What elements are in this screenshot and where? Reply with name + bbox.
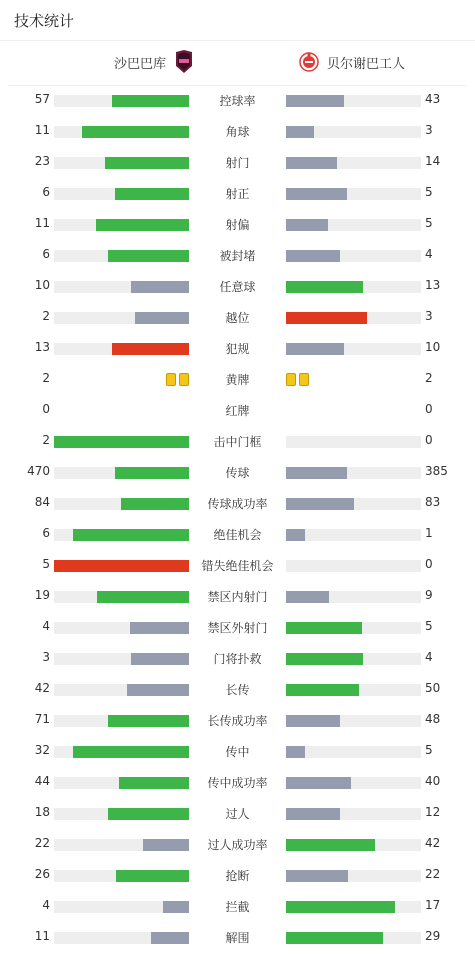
home-stat-value: 10 [34,278,50,292]
home-stat-fill [119,777,189,789]
stat-row [0,799,475,830]
away-stat-value: 42 [425,836,441,850]
home-stat-bar [54,591,189,603]
away-team-logo-icon [299,50,319,74]
away-stat-value: 3 [425,309,433,323]
home-cards [166,373,189,386]
home-stat-value: 23 [34,154,50,168]
home-stat-bar [54,839,189,851]
stat-label: 射门 [225,156,250,170]
away-stat-value: 13 [425,278,441,292]
home-stat-value: 3 [42,650,50,664]
stat-label: 门将扑救 [213,652,262,666]
away-stat-fill [286,188,347,200]
stat-row [0,303,475,334]
stat-label: 被封堵 [219,249,256,263]
stat-label: 绝佳机会 [213,528,262,542]
away-stat-value: 40 [425,774,441,788]
away-stat-fill [286,715,340,727]
away-stat-value: 29 [425,929,441,943]
away-stat-value: 5 [425,185,433,199]
home-stat-fill [115,188,189,200]
section-header [0,0,475,41]
stat-label: 犯规 [225,342,250,356]
home-stat-fill [163,901,189,913]
home-team[interactable] [114,50,194,74]
away-stat-fill [286,591,329,603]
home-stat-bar [54,653,189,665]
away-stat-bar [286,839,421,851]
home-stat-value: 19 [34,588,50,602]
away-stat-bar [286,498,421,510]
yellow-card-icon [299,373,309,386]
away-stat-fill [286,932,383,944]
stat-label: 越位 [225,311,250,325]
home-stat-fill [108,808,189,820]
home-team-name: 沙巴巴库 [114,56,167,72]
stat-label: 长传成功率 [207,714,268,728]
home-stat-fill [112,95,189,107]
home-stat-bar [54,715,189,727]
away-stat-value: 5 [425,216,433,230]
stat-label: 控球率 [219,94,256,108]
away-stat-bar [286,157,421,169]
away-stat-value: 4 [425,650,433,664]
away-stat-value: 17 [425,898,441,912]
away-stat-fill [286,653,363,665]
away-stat-bar [286,901,421,913]
away-stat-bar [286,436,421,448]
stat-row [0,272,475,303]
stat-row [0,365,475,396]
home-stat-bar [54,746,189,758]
away-stat-bar [286,188,421,200]
away-team[interactable] [299,50,405,74]
away-stat-value: 3 [425,123,433,137]
home-stat-bar [54,467,189,479]
home-stat-value: 18 [34,805,50,819]
away-stat-value: 4 [425,247,433,261]
home-stat-value: 6 [42,526,50,540]
stat-label: 传中成功率 [207,776,268,790]
stat-row [0,458,475,489]
away-stat-bar [286,95,421,107]
away-stat-value: 5 [425,619,433,633]
home-stat-value: 0 [42,402,50,416]
home-stat-bar [54,250,189,262]
home-stat-bar [54,157,189,169]
yellow-card-icon [286,373,296,386]
home-stat-bar [54,901,189,913]
home-stat-fill [108,250,189,262]
stat-row [0,520,475,551]
stat-label: 传球成功率 [207,497,268,511]
away-stat-bar [286,126,421,138]
away-stat-bar [286,653,421,665]
home-stat-value: 11 [34,929,50,943]
away-stat-value: 48 [425,712,441,726]
home-stat-value: 6 [42,247,50,261]
home-stat-bar [54,436,189,448]
home-stat-fill [130,622,189,634]
away-stat-value: 2 [425,371,433,385]
home-stat-fill [127,684,189,696]
stat-row [0,241,475,272]
stat-row [0,117,475,148]
home-stat-fill [112,343,189,355]
stat-row [0,86,475,117]
away-stat-bar [286,591,421,603]
away-stat-bar [286,250,421,262]
away-stat-bar [286,746,421,758]
stat-row [0,892,475,923]
home-stat-fill [108,715,189,727]
away-stat-bar [286,870,421,882]
away-stat-fill [286,312,367,324]
stat-row [0,613,475,644]
stat-label: 拦截 [225,900,250,914]
away-stat-bar [286,560,421,572]
away-stat-value: 43 [425,92,441,106]
stat-row [0,644,475,675]
stat-row [0,582,475,613]
home-stat-fill [54,436,189,448]
home-stat-bar [54,343,189,355]
away-team-name: 贝尔谢巴工人 [327,56,406,72]
stat-row [0,675,475,706]
stat-label: 传球 [225,466,250,480]
away-stat-value: 0 [425,433,433,447]
stat-label: 抢断 [225,869,250,883]
home-stat-fill [131,653,189,665]
away-stat-fill [286,467,347,479]
stat-label: 射正 [225,187,250,201]
stat-row [0,179,475,210]
stat-label: 角球 [225,125,250,139]
home-stat-bar [54,95,189,107]
away-stat-fill [286,529,305,541]
away-stat-bar [286,343,421,355]
away-stat-fill [286,281,363,293]
home-stat-fill [116,870,189,882]
stat-label: 过人 [225,807,250,821]
home-stat-bar [54,219,189,231]
away-stat-fill [286,777,351,789]
home-stat-value: 11 [34,123,50,137]
stat-label: 黄牌 [225,373,250,387]
stat-row [0,737,475,768]
away-stat-value: 50 [425,681,441,695]
away-stat-fill [286,746,305,758]
home-stat-fill [143,839,189,851]
home-stat-value: 42 [34,681,50,695]
stat-row [0,396,475,427]
home-stat-bar [54,312,189,324]
home-stat-bar [54,932,189,944]
away-stat-bar [286,312,421,324]
home-stat-fill [96,219,189,231]
home-stat-value: 57 [34,92,50,106]
stat-row [0,489,475,520]
home-stat-bar [54,808,189,820]
stat-label: 射偏 [225,218,250,232]
yellow-card-icon [179,373,189,386]
stat-label: 传中 [225,745,250,759]
home-stat-value: 5 [42,557,50,571]
away-stat-fill [286,684,359,696]
stat-label: 过人成功率 [207,838,268,852]
yellow-card-icon [166,373,176,386]
away-stat-bar [286,932,421,944]
away-stat-bar [286,281,421,293]
stat-row [0,148,475,179]
away-stat-value: 12 [425,805,441,819]
away-stat-value: 14 [425,154,441,168]
away-stat-fill [286,157,337,169]
home-stat-value: 6 [42,185,50,199]
away-stat-value: 1 [425,526,433,540]
away-stat-bar [286,529,421,541]
home-stat-fill [82,126,189,138]
stats-list [0,86,475,954]
stat-label: 任意球 [219,280,256,294]
home-stat-value: 22 [34,836,50,850]
away-stat-bar [286,219,421,231]
away-stat-bar [286,467,421,479]
stat-row [0,427,475,458]
away-stat-fill [286,250,340,262]
home-stat-value: 470 [27,464,50,478]
home-stat-fill [115,467,189,479]
section-title: 技术统计 [14,12,75,30]
stat-row [0,551,475,582]
away-stat-value: 5 [425,743,433,757]
home-stat-bar [54,498,189,510]
stat-row [0,334,475,365]
away-stat-bar [286,777,421,789]
stat-label: 错失绝佳机会 [201,559,274,573]
home-stat-bar [54,188,189,200]
stat-label: 红牌 [225,404,250,418]
stat-label: 禁区外射门 [207,621,268,635]
home-stat-fill [54,560,189,572]
home-stat-value: 2 [42,433,50,447]
away-stat-bar [286,715,421,727]
away-stat-bar [286,684,421,696]
home-stat-value: 4 [42,898,50,912]
home-stat-fill [105,157,189,169]
stat-row [0,830,475,861]
stat-label: 击中门框 [213,435,262,449]
home-stat-value: 84 [34,495,50,509]
home-stat-value: 44 [34,774,50,788]
stat-label: 长传 [225,683,250,697]
away-cards [286,373,309,386]
away-stat-bar [286,808,421,820]
away-stat-fill [286,622,362,634]
home-stat-bar [54,622,189,634]
stat-row [0,706,475,737]
teams-header [8,41,467,86]
away-stat-value: 0 [425,557,433,571]
home-stat-fill [121,498,189,510]
away-stat-fill [286,95,344,107]
home-stat-bar [54,870,189,882]
away-stat-bar [286,622,421,634]
away-stat-value: 9 [425,588,433,602]
away-stat-fill [286,343,344,355]
home-stat-fill [131,281,189,293]
home-stat-bar [54,529,189,541]
home-stat-value: 32 [34,743,50,757]
away-stat-fill [286,126,314,138]
home-stat-bar [54,684,189,696]
home-stat-bar [54,281,189,293]
home-stat-fill [135,312,189,324]
stat-row [0,861,475,892]
away-stat-value: 10 [425,340,441,354]
away-stat-fill [286,808,340,820]
away-stat-fill [286,839,375,851]
stat-label: 解围 [225,931,250,945]
home-stat-value: 13 [34,340,50,354]
stat-label: 禁区内射门 [207,590,268,604]
home-stat-value: 11 [34,216,50,230]
home-team-logo-icon [174,50,194,74]
home-stat-fill [73,746,189,758]
away-stat-fill [286,901,395,913]
away-stat-fill [286,219,328,231]
stat-row [0,210,475,241]
home-stat-value: 26 [34,867,50,881]
away-stat-value: 0 [425,402,433,416]
home-stat-bar [54,560,189,572]
stat-row [0,768,475,799]
away-stat-fill [286,870,348,882]
away-stat-value: 385 [425,464,448,478]
away-stat-value: 22 [425,867,441,881]
home-stat-fill [151,932,189,944]
home-stat-value: 2 [42,309,50,323]
home-stat-value: 71 [34,712,50,726]
home-stat-fill [73,529,189,541]
home-stat-fill [97,591,189,603]
home-stat-bar [54,126,189,138]
stat-row [0,923,475,954]
away-stat-value: 83 [425,495,441,509]
away-stat-fill [286,498,354,510]
home-stat-value: 4 [42,619,50,633]
home-stat-bar [54,777,189,789]
home-stat-value: 2 [42,371,50,385]
